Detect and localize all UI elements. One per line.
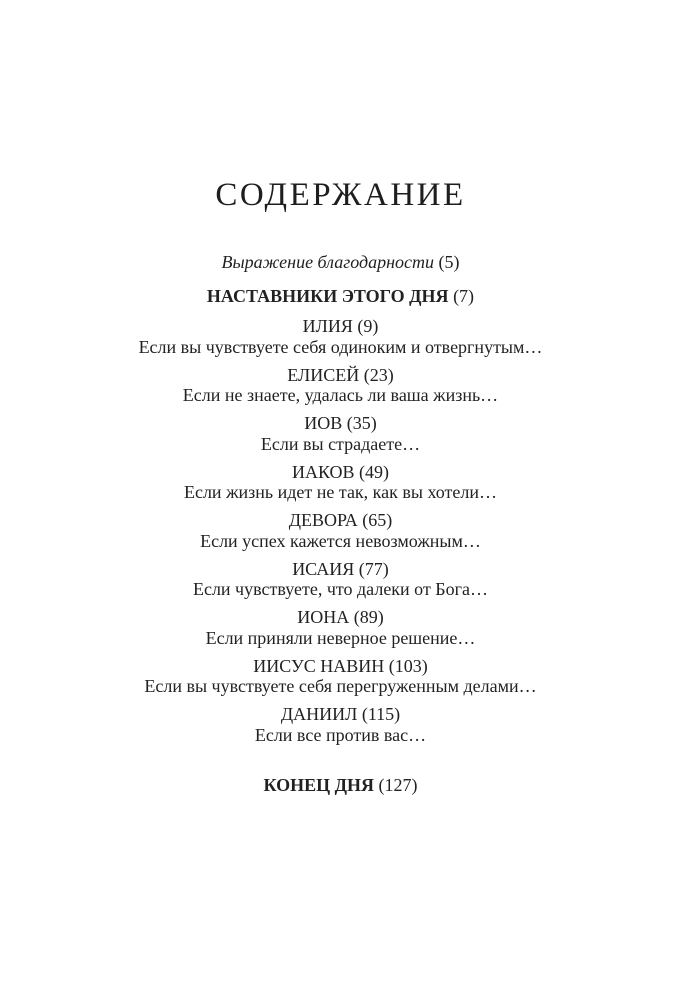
entry-subtitle: Если жизнь идет не так, как вы хотели…: [183, 482, 498, 502]
entry-page: (5): [438, 252, 460, 272]
entry-subtitle: Если вы страдаете…: [260, 433, 421, 454]
toc-entry-acknowledgements: [0, 251, 681, 273]
entry-name: ДАНИИЛ (115): [280, 704, 401, 724]
entry-label: Выражение благодарности: [221, 252, 435, 272]
section-label: КОНЕЦ ДНЯ: [263, 775, 374, 795]
entry-name: ЕЛИСЕЙ (23): [287, 364, 394, 385]
entry-name: ДЕВОРА (65): [288, 510, 393, 530]
entry-subtitle: Если вы чувствуете себя одиноким и отвергнутым…: [138, 336, 543, 357]
toc-entry: [0, 510, 681, 551]
toc-entry: [0, 656, 681, 697]
toc-entry: [0, 365, 681, 406]
entry-subtitle: Если все против вас…: [254, 724, 427, 745]
entry-name: ИСАИЯ (77): [292, 558, 389, 579]
section-label: НАСТАВНИКИ ЭТОГО ДНЯ: [206, 286, 449, 306]
entry-name: ИОВ (35): [304, 413, 377, 433]
entry-name: ИАКОВ (49): [291, 461, 390, 482]
toc-entry: [0, 607, 681, 648]
section-page: (127): [378, 775, 418, 795]
toc-entries: [0, 316, 681, 753]
entry-subtitle: Если не знаете, удалась ли ваша жизнь…: [182, 385, 499, 405]
entry-subtitle: Если чувствуете, что далеки от Бога…: [192, 579, 489, 599]
entry-subtitle: Если вы чувствуете себя перегруженным делами…: [144, 676, 537, 696]
entry-name: ИИСУС НАВИН (103): [253, 655, 428, 676]
toc-entry: [0, 559, 681, 600]
toc-entry: [0, 316, 681, 357]
page-title: СОДЕРЖАНИЕ: [215, 177, 466, 213]
toc-section-mentors: [0, 285, 681, 307]
toc-entry: [0, 704, 681, 745]
entry-subtitle: Если успех кажется невозможным…: [200, 530, 481, 551]
section-page: (7): [453, 286, 475, 306]
entry-name: ИЛИЯ (9): [302, 316, 379, 336]
toc-entry: [0, 413, 681, 454]
toc-section-end: [0, 774, 681, 796]
toc-entry: [0, 462, 681, 503]
entry-subtitle: Если приняли неверное решение…: [205, 627, 476, 648]
entry-name: ИОНА (89): [297, 607, 384, 627]
